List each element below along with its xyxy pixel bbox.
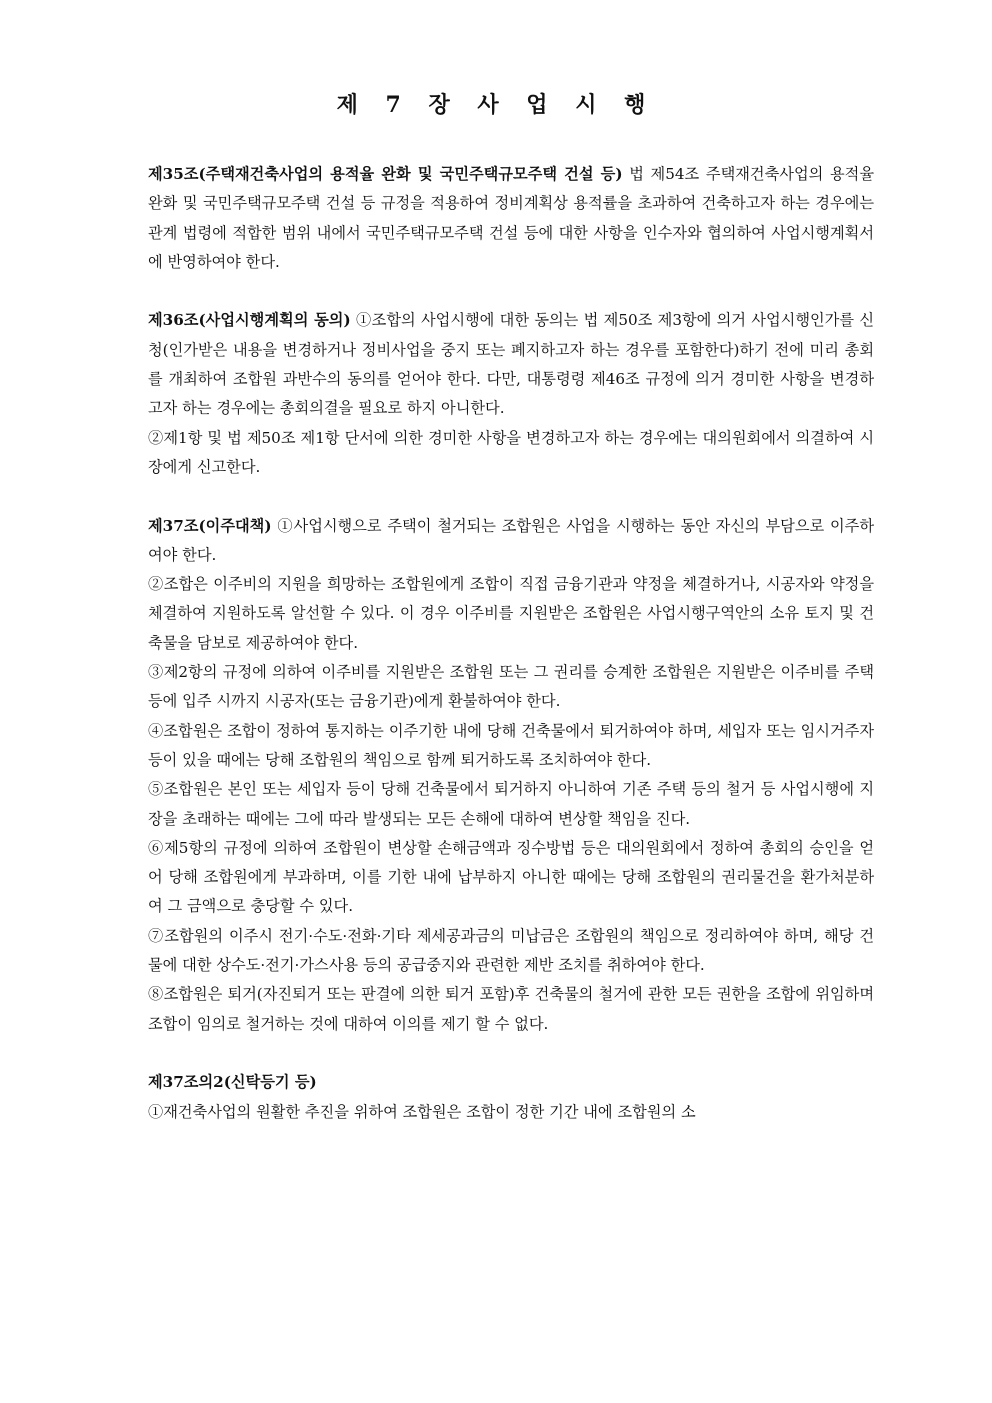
article-paragraph: ⑦조합원의 이주시 전기·수도·전화·기타 제세공과금의 미납금은 조합원의 책임으로 정리하여야 하며, 해당 건물에 대한 상수도·전기·가스사용 등의 공급중지와 관련한 제반 조치를 취하여야 한다. xyxy=(148,926,874,975)
article-37 xyxy=(148,512,874,1039)
article-35 xyxy=(148,160,874,277)
article-heading: 제37조의2(신탁등기 등) xyxy=(148,1073,317,1092)
article-36 xyxy=(148,306,874,482)
article-paragraph xyxy=(148,306,874,423)
article-paragraph: ②제1항 및 법 제50조 제1항 단서에 의한 경미한 사항을 변경하고자 하는 경우에는 대의원회에서 의결하여 시장에게 신고한다. xyxy=(148,428,874,476)
article-paragraph: ②조합은 이주비의 지원을 희망하는 조합원에게 조합이 직접 금융기관과 약정을 체결하거나, 시공자와 약정을 체결하여 지원하도록 알선할 수 있다. 이 경우 이주비를 지원받은 조합원은 사업시행구역안의 소유 토지 및 건축물을 담보로 제공하여야 한다. xyxy=(148,575,874,652)
article-text: ①조합의 사업시행에 대한 동의는 법 제50조 제3항에 의거 사업시행인가를 신청(인가받은 내용을 변경하거나 정비사업을 중지 또는 폐지하고자 하는 경우를 포함한다)하기 전에 미리 총회를 개최하여 조합원 과반수의 동의를 얻어야 한다. 다만, 대통령령 제46조 규정에 의거 경미한 사항을 변경하고자 하는 경우에는 총회의결을 필요로 하지 아니한다. xyxy=(148,311,874,418)
article-paragraph: ⑧조합원은 퇴거(자진퇴거 또는 판결에 의한 퇴거 포함)후 건축물의 철거에 관한 모든 권한을 조합에 위임하며 조합이 임의로 철거하는 것에 대하여 이의를 제기 할 수 없다. xyxy=(148,985,874,1033)
article-paragraph: ⑤조합원은 본인 또는 세입자 등이 당해 건축물에서 퇴거하지 아니하여 기존 주택 등의 철거 등 사업시행에 지장을 초래하는 때에는 그에 따라 발생되는 모든 손해에 대하여 변상할 책임을 진다. xyxy=(148,780,874,828)
article-paragraph: ③제2항의 규정에 의하여 이주비를 지원받은 조합원 또는 그 권리를 승계한 조합원은 지원받은 이주비를 주택 등에 입주 시까지 시공자(또는 금융기관)에게 환불하여야 한다. xyxy=(148,663,874,711)
article-paragraph: ⑥제5항의 규정에 의하여 조합원이 변상할 손해금액과 징수방법 등은 대의원회에서 정하여 총회의 승인을 얻어 당해 조합원에게 부과하며, 이를 기한 내에 납부하지 아니한 때에는 당해 조합원의 권리물건을 환가처분하여 그 금액으로 충당할 수 있다. xyxy=(148,838,874,916)
document-body xyxy=(148,160,874,1156)
article-paragraph xyxy=(148,1068,874,1097)
article-paragraph: ④조합원은 조합이 정하여 통지하는 이주기한 내에 당해 건축물에서 퇴거하여야 하며, 세입자 또는 임시거주자 등이 있을 때에는 당해 조합원의 책임으로 함께 퇴거하도록 조치하여야 한다. xyxy=(148,721,874,769)
article-heading: 제37조(이주대책) xyxy=(148,516,272,535)
article-paragraph: ①재건축사업의 원활한 추진을 위하여 조합원은 조합이 정한 기간 내에 조합원의 소 xyxy=(148,1102,696,1121)
article-paragraph xyxy=(148,512,874,571)
chapter-title: 제 7 장 사 업 시 행 xyxy=(336,92,656,118)
article-text: 법 제54조 주택재건축사업의 용적율 완화 및 국민주택규모주택 건설 등 규정을 적용하여 정비계획상 용적률을 초과하여 건축하고자 하는 경우에는 관계 법령에 적합한 범위 내에서 국민주택규모주택 건설 등에 대한 사항을 인수자와 협의하여 사업시행계획서에 반영하여야 한다. xyxy=(148,165,874,271)
article-37-2 xyxy=(148,1068,874,1127)
article-paragraph xyxy=(148,160,874,277)
article-heading: 제36조(사업시행계획의 동의) xyxy=(148,311,351,330)
article-text: ①사업시행으로 주택이 철거되는 조합원은 사업을 시행하는 동안 자신의 부담으로 이주하여야 한다. xyxy=(148,516,874,564)
article-heading: 제35조(주택재건축사업의 용적율 완화 및 국민주택규모주택 건설 등) xyxy=(148,165,623,183)
